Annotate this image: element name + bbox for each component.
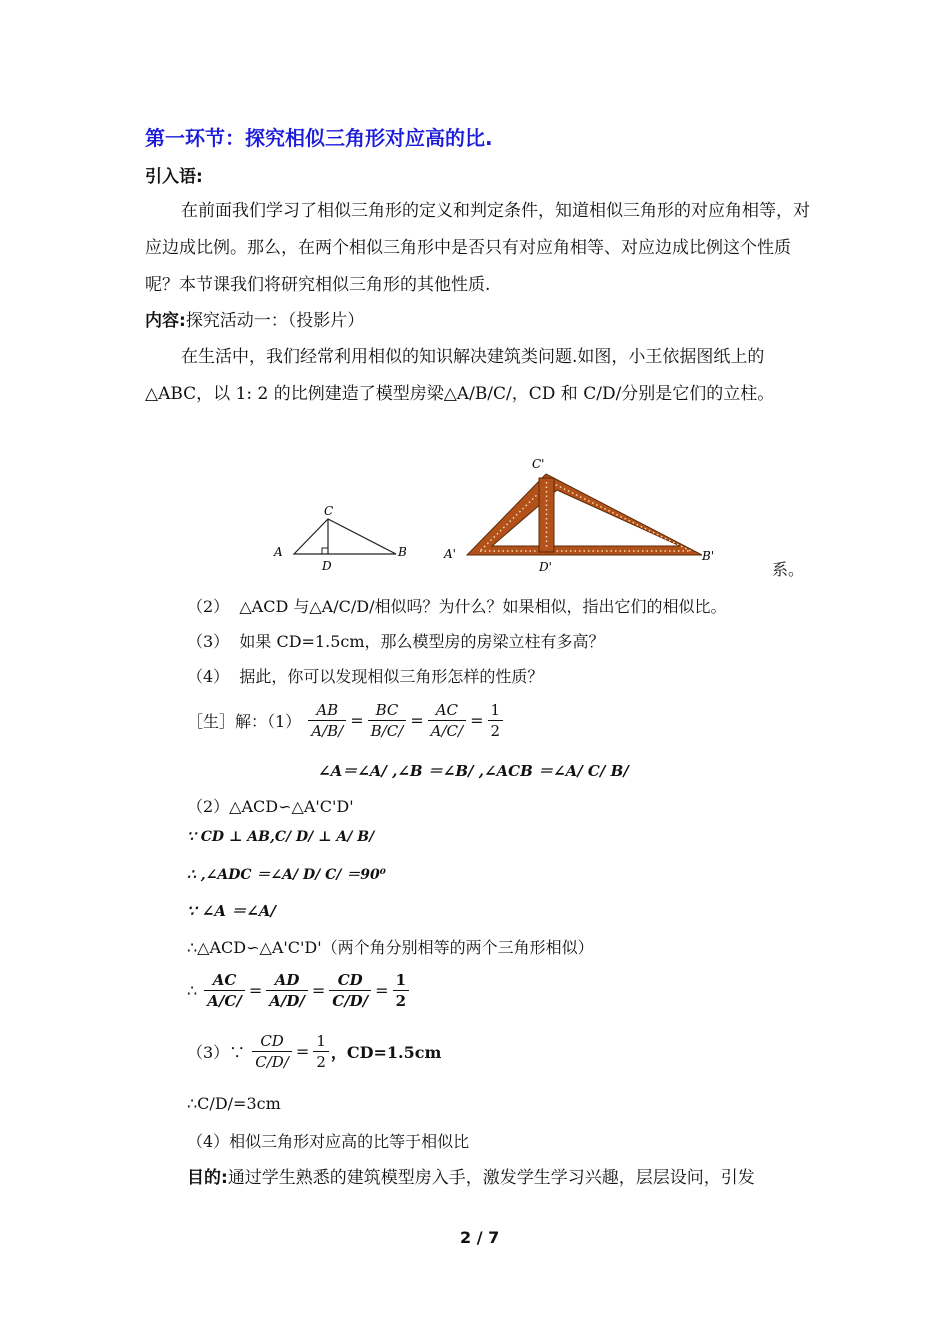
question-num: （4） xyxy=(187,667,230,686)
solution-3: （3）∵ $\frac{CD}{C/D/}$ = $\frac{1}{2}$ ，CD=1.5cm xyxy=(187,1032,442,1071)
ratio-2: ∴ $\frac{AC}{A/C/}$ = $\frac{AD}{A/D/}$ = $\frac{CD}{C/D/}$ = $\frac{1}{2}$ xyxy=(187,970,411,1011)
intro-paragraph: 在前面我们学习了相似三角形的定义和判定条件，知道相似三角形的对应角相等，对应边成比例。那么，在两个相似三角形中是否只有对应角相等、对应边成比例这个性质呢？本节课我们将研究相似三角形的其他性质. xyxy=(145,201,810,295)
solution-4: （4）相似三角形对应高的比等于相似比 xyxy=(187,1132,470,1151)
fraction: $\frac{CD}{C/D/}$ xyxy=(252,1031,292,1072)
label-B: B xyxy=(398,545,407,559)
page-number: 2 / 7 xyxy=(460,1228,500,1247)
question-num: （3） xyxy=(187,632,230,651)
fraction: $\frac{1}{2}$ xyxy=(393,970,409,1011)
label-A-prime: A' xyxy=(444,547,456,561)
label-D: D xyxy=(322,559,332,573)
fraction: $\frac{BC}{B/C/}$ xyxy=(368,700,407,741)
label-D-prime: D' xyxy=(539,560,552,574)
question-text: 如果 CD=1.5cm，那么模型房的房梁立柱有多高？ xyxy=(239,632,605,651)
label-C: C xyxy=(324,504,334,518)
label-A: A xyxy=(274,545,283,559)
because-angle-a: ∵ ∠A ＝∠A/ xyxy=(187,902,276,920)
question-text: △ACD 与△A/C/D/相似吗？为什么？如果相似，指出它们的相似比。 xyxy=(239,597,727,616)
purpose-label: 目的: xyxy=(187,1168,228,1188)
triangle-figure xyxy=(260,452,730,580)
fraction: $\frac{1}{2}$ xyxy=(488,700,504,741)
solution-1: ［生］解：（1） $\frac{AB}{A/B/}$ = $\frac{BC}{B/C/}$ = $\frac{AC}{A/C/}$ = $\frac{1}{2}$ xyxy=(187,700,505,741)
intro-label: 引入语: xyxy=(145,167,203,187)
fraction: $\frac{AC}{A/C/}$ xyxy=(204,970,245,1011)
section-title: 第一环节：探究相似三角形对应高的比. xyxy=(145,126,493,150)
fraction: $\frac{AD}{A/D/}$ xyxy=(266,970,308,1011)
fraction: $\frac{AB}{A/B/}$ xyxy=(308,700,346,741)
content-paragraph: 在生活中，我们经常利用相似的知识解决建筑类问题.如图，小王依据图纸上的△ABC，以 1: 2 的比例建造了模型房梁△A/B/C/，CD 和 C/D/分别是它们的立柱。 xyxy=(145,347,775,404)
large-triangle xyxy=(443,457,714,574)
fraction: $\frac{AC}{A/C/}$ xyxy=(428,700,466,741)
content-text: 探究活动一：（投影片） xyxy=(185,311,365,331)
solution-2: （2）△ACD∽△A'C'D' xyxy=(187,797,354,816)
content-label: 内容: xyxy=(145,311,186,331)
trailing-text: 系。 xyxy=(772,560,805,579)
solution-label: ［生］解：（1） xyxy=(187,712,302,731)
label-B-prime: B' xyxy=(702,549,715,563)
question-text: 据此，你可以发现相似三角形怎样的性质？ xyxy=(239,667,544,686)
label-C-prime: C' xyxy=(532,457,545,471)
purpose-line xyxy=(187,1163,755,1188)
therefore-similar: ∴△ACD∽△A'C'D'（两个角分别相等的两个三角形相似） xyxy=(187,938,594,957)
small-triangle xyxy=(273,504,407,573)
question-3 xyxy=(187,629,605,652)
purpose-text: 通过学生熟悉的建筑模型房入手，激发学生学习兴趣，层层设问，引发 xyxy=(227,1168,755,1188)
question-4 xyxy=(187,664,543,687)
because-perpendicular: ∵ CD ⊥ AB,C/ D/ ⊥ A/ B/ xyxy=(187,829,375,845)
question-num: （2） xyxy=(187,597,230,616)
solution-3-result: ∴C/D/=3cm xyxy=(187,1094,281,1113)
question-2 xyxy=(187,594,726,617)
fraction: $\frac{CD}{C/D/}$ xyxy=(329,970,371,1011)
therefore-right-angle: ∴ ,∠ADC ＝∠A/ D/ C/ ＝90⁰ xyxy=(187,867,386,883)
angles-equal: ∠A＝∠A/ ,∠B ＝∠B/ ,∠ACB ＝∠A/ C/ B/ xyxy=(318,762,629,780)
fraction: $\frac{1}{2}$ xyxy=(313,1031,329,1072)
content-line xyxy=(145,306,364,331)
